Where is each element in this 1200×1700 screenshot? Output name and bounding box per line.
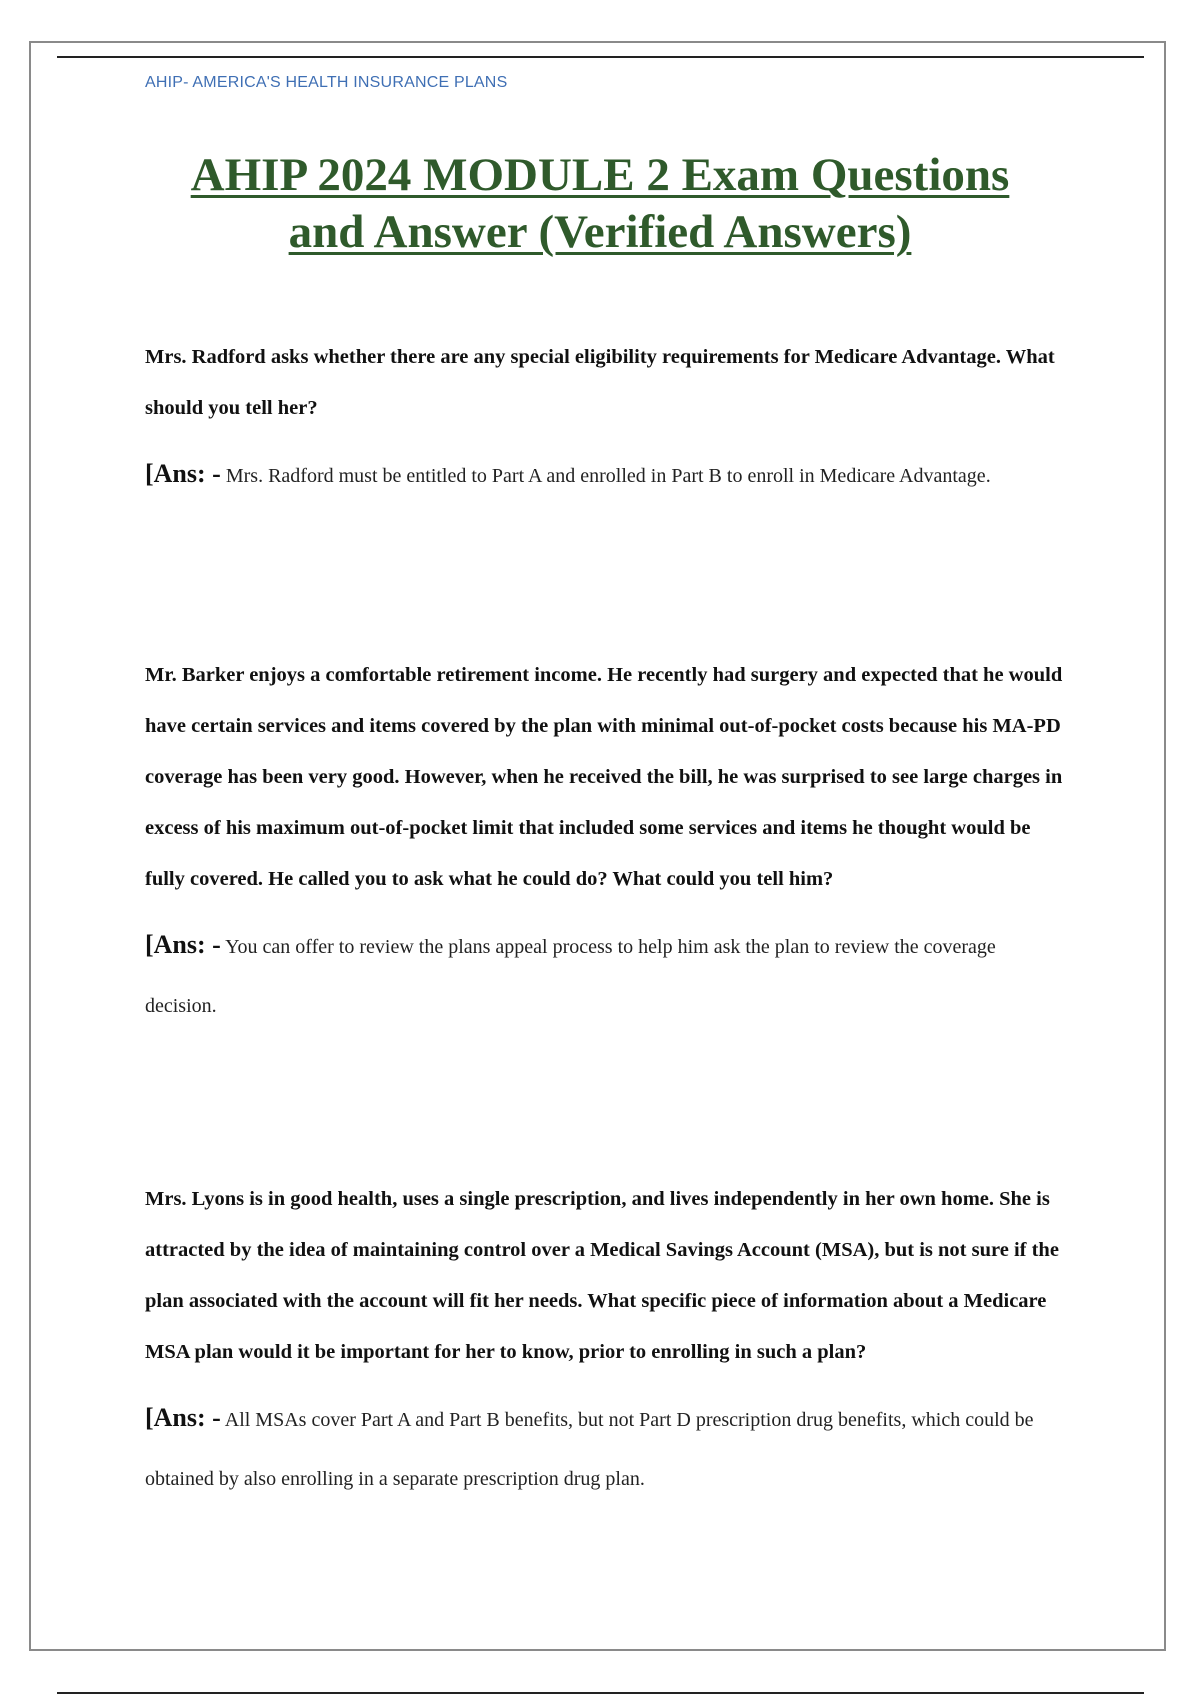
- answer-prefix: [Ans: -: [145, 1403, 221, 1432]
- answer-2: [145, 915, 1065, 1036]
- answer-text-2: You can offer to review the plans appeal process to help him ask the plan to review the coverage decision.: [145, 936, 996, 1017]
- answer-3: [145, 1388, 1065, 1509]
- answer-prefix: [Ans: -: [145, 459, 221, 488]
- title-line-2: and Answer (Verified Answers): [288, 206, 912, 258]
- answer-prefix: [Ans: -: [145, 930, 221, 959]
- qa-item-1: [145, 332, 1065, 506]
- question-2: Mr. Barker enjoys a comfortable retirement income. He recently had surgery and expected that he would have certain services and items covered by the plan with minimal out-of-pocket costs because his MA-PD coverage has been very good. However, when he received the bill, he was surprised to see large charges in excess of his maximum out-of-pocket limit that included some services and items he thought would be fully covered. He called you to ask what he could do? What could you tell him?: [145, 664, 1063, 890]
- answer-text-1: Mrs. Radford must be entitled to Part A and enrolled in Part B to enroll in Medicare Advantage.: [225, 465, 991, 487]
- document-header: AHIP- AMERICA'S HEALTH INSURANCE PLANS: [145, 74, 508, 91]
- qa-item-3: [145, 1174, 1065, 1509]
- question-3: Mrs. Lyons is in good health, uses a single prescription, and lives independently in her own home. She is attracted by the idea of maintaining control over a Medical Savings Account (MSA), but is not sure if the plan associated with the account will fit her needs. What specific piece of information about a Medicare MSA plan would it be important for her to know, prior to enrolling in such a plan?: [145, 1188, 1059, 1363]
- qa-item-2: [145, 650, 1065, 1036]
- title-line-1: AHIP 2024 MODULE 2 Exam Questions: [190, 149, 1010, 201]
- top-rule: [57, 56, 1144, 58]
- question-1: Mrs. Radford asks whether there are any special eligibility requirements for Medicare Advantage. What should you tell her?: [145, 346, 1055, 419]
- answer-text-3: All MSAs cover Part A and Part B benefits, but not Part D prescription drug benefits, which could be obtained by also enrolling in a separate prescription drug plan.: [145, 1409, 1034, 1490]
- document-title: [120, 147, 1080, 261]
- bottom-rule: [57, 1692, 1144, 1694]
- answer-1: [145, 444, 1065, 506]
